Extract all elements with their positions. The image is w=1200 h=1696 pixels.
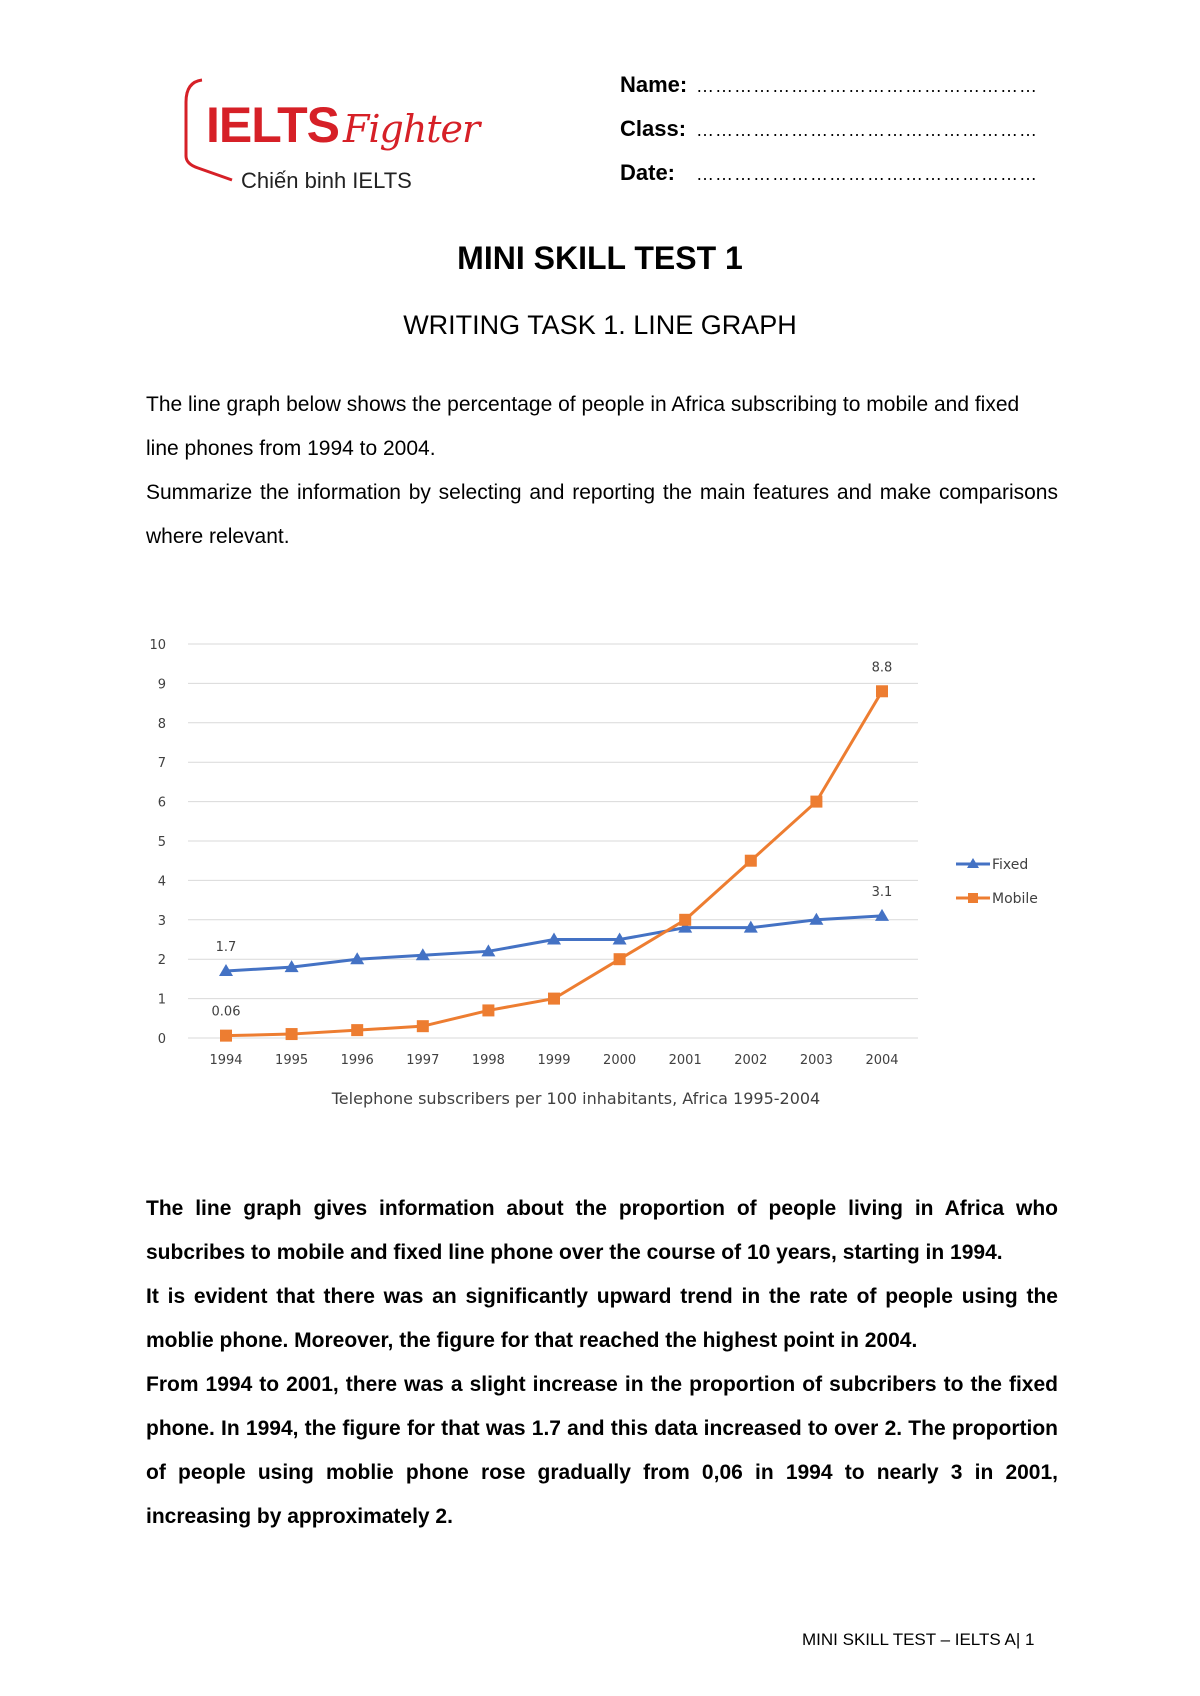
x-tick-label: 2004 <box>865 1053 899 1068</box>
data-point-mobile <box>417 1020 429 1032</box>
data-label: 0.06 <box>211 1004 241 1020</box>
name-field <box>620 72 1040 116</box>
y-tick-label: 8 <box>157 716 166 732</box>
date-label: Date: <box>620 160 676 185</box>
y-tick-label: 3 <box>157 913 166 929</box>
class-dots: ……………………………………………… <box>696 120 1038 140</box>
date-field <box>620 160 1040 204</box>
ielts-fighter-logo <box>178 68 498 198</box>
data-point-mobile <box>810 796 822 808</box>
series-line-mobile <box>226 691 882 1035</box>
data-label: 1.7 <box>215 940 237 956</box>
legend-label: Mobile <box>992 891 1038 907</box>
x-tick-label: 1995 <box>275 1053 309 1068</box>
y-tick-label: 4 <box>157 874 166 890</box>
x-tick-label: 2003 <box>799 1053 833 1068</box>
logo-brand-italic: Fighter <box>342 107 480 151</box>
y-tick-label: 9 <box>157 677 166 693</box>
data-point-mobile <box>286 1028 298 1040</box>
logo-brand-text: IELTS <box>206 97 339 153</box>
student-info <box>620 72 1040 204</box>
chart-title: Telephone subscribers per 100 inhabitants, Africa 1995-2004 <box>331 1089 821 1108</box>
x-tick-label: 1999 <box>537 1053 571 1068</box>
data-point-mobile <box>876 685 888 697</box>
page-footer: MINI SKILL TEST – IELTS A| 1 <box>802 1630 1035 1649</box>
data-label: 8.8 <box>871 660 893 676</box>
x-tick-label: 1996 <box>340 1053 374 1068</box>
x-tick-label: 2000 <box>603 1053 637 1068</box>
y-tick-label: 0 <box>157 1032 166 1047</box>
x-tick-label: 1994 <box>209 1053 243 1068</box>
x-tick-label: 1998 <box>471 1053 505 1068</box>
data-point-mobile <box>745 855 757 867</box>
y-tick-label: 10 <box>149 638 166 653</box>
legend-marker-mobile <box>968 893 978 903</box>
task-prompt <box>146 383 1058 559</box>
data-point-mobile <box>220 1030 232 1042</box>
answer-paragraph-1: The line graph gives information about the proportion of people living in Africa who subcribes to mobile and fixed line phone over the course of 10 years, starting in 1994. <box>146 1197 1058 1264</box>
date-dots: ……………………………………………… <box>696 164 1038 184</box>
data-point-mobile <box>548 993 560 1005</box>
y-tick-label: 5 <box>157 835 166 850</box>
chart-svg <box>128 626 1056 1116</box>
legend-label: Fixed <box>992 857 1029 873</box>
prompt-line-1: The line graph below shows the percentage of people in Africa subscribing to mobile and fixed <box>146 393 1020 416</box>
data-point-mobile <box>482 1004 494 1016</box>
y-tick-label: 7 <box>157 756 166 772</box>
y-tick-label: 6 <box>157 795 166 811</box>
x-tick-label: 2001 <box>668 1053 702 1068</box>
x-tick-label: 1997 <box>406 1053 440 1068</box>
name-label: Name: <box>620 72 688 97</box>
answer-paragraph-3: From 1994 to 2001, there was a slight increase in the proportion of subcribers to the fixed phone. In 1994, the figure for that was 1.7 and this data increased to over 2. The proportion of people using moblie phone rose gradually from 0,06 in 1994 to nearly 3 in 2001, increasing by approximately 2. <box>146 1373 1058 1528</box>
logo-brand <box>206 97 480 153</box>
y-tick-label: 2 <box>157 953 166 969</box>
page-subtitle: WRITING TASK 1. LINE GRAPH <box>403 310 797 340</box>
data-point-mobile <box>679 914 691 926</box>
class-field <box>620 116 1040 160</box>
name-dots: ……………………………………………… <box>696 76 1038 96</box>
data-point-mobile <box>351 1024 363 1036</box>
page-title: MINI SKILL TEST 1 <box>457 240 743 276</box>
data-label: 3.1 <box>871 884 893 900</box>
sample-answer <box>146 1187 1058 1539</box>
answer-paragraph-2: It is evident that there was an significantly upward trend in the rate of people using the moblie phone. Moreover, the figure for that reached the highest point in 2004. <box>146 1285 1058 1352</box>
prompt-line-2: line phones from 1994 to 2004. <box>146 437 436 460</box>
class-label: Class: <box>620 116 687 141</box>
data-point-mobile <box>614 953 626 965</box>
prompt-line-3: Summarize the information by selecting and reporting the main features and make comparisons where relevant. <box>146 481 1058 548</box>
y-tick-label: 1 <box>157 992 166 1008</box>
logo-subtitle: Chiến binh IELTS <box>241 168 412 193</box>
x-tick-label: 2002 <box>734 1053 768 1068</box>
line-chart <box>128 626 1056 1116</box>
